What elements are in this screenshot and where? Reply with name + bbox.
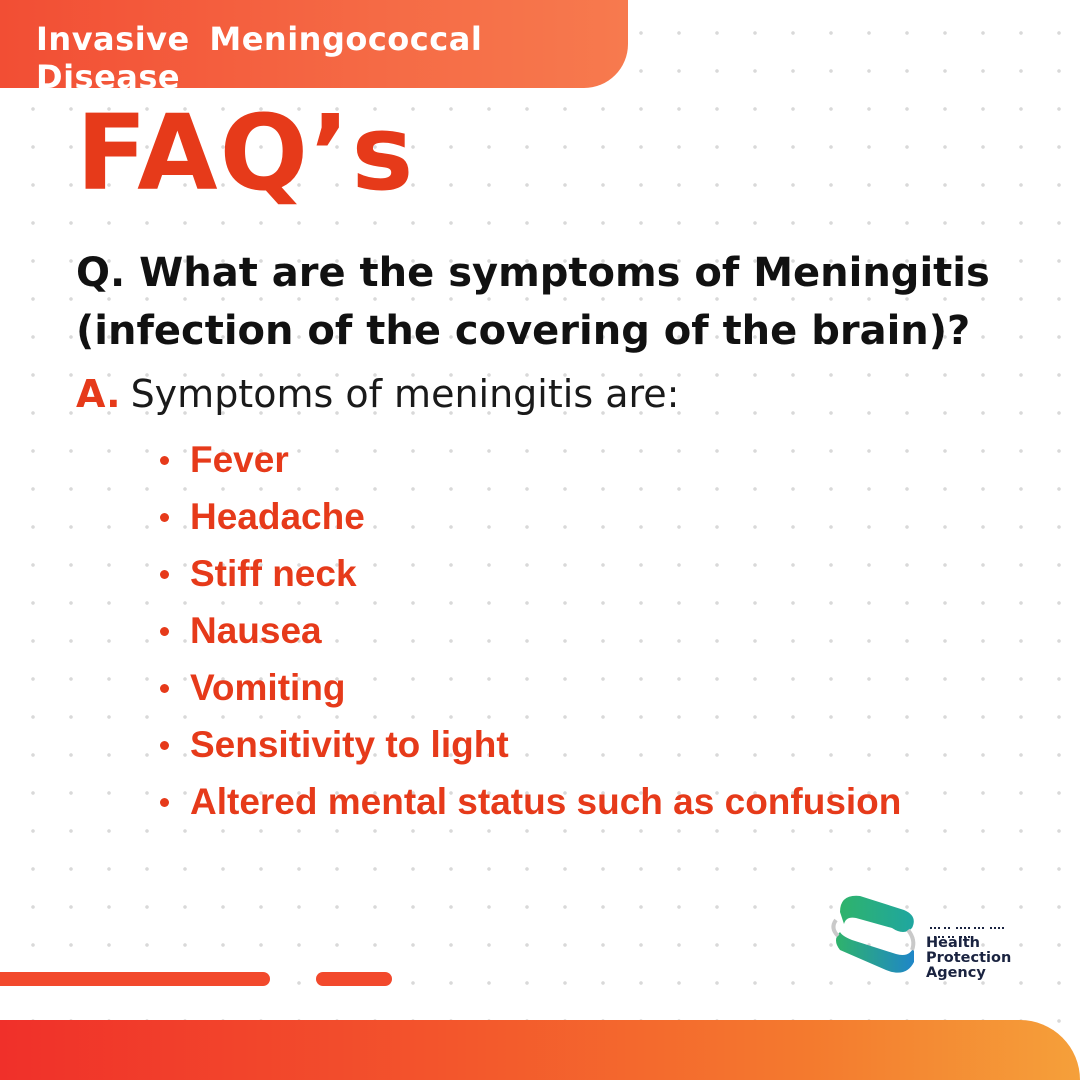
symptom-item (160, 436, 901, 493)
bullet-icon (160, 684, 169, 693)
answer-text: Symptoms of meningitis are: (130, 372, 680, 416)
top-banner (0, 0, 628, 96)
symptom-item (160, 607, 901, 664)
symptom-item (160, 493, 901, 550)
question-text: Q. What are the symptoms of Meningitis (infection of the covering of the brain)? (76, 250, 990, 354)
bullet-icon (160, 627, 169, 636)
agency-logo (826, 884, 1026, 994)
page-title: FAQ’s (76, 92, 416, 214)
health-protection-agency-logo-icon (826, 884, 922, 984)
symptom-label: Fever (190, 439, 289, 480)
decorative-bar-short (316, 972, 392, 986)
symptom-label: Nausea (190, 610, 322, 651)
symptom-label: Headache (190, 496, 365, 537)
symptom-item (160, 550, 901, 607)
agency-name-line3: Agency (926, 965, 986, 981)
symptom-label: Stiff neck (190, 553, 357, 594)
bullet-icon (160, 456, 169, 465)
bottom-band (0, 1020, 1080, 1080)
bullet-icon (160, 513, 169, 522)
decorative-bar (0, 972, 270, 986)
banner-title: Invasive Meningococcal Disease (36, 20, 483, 96)
answer-line (76, 372, 679, 416)
symptom-item (160, 778, 901, 835)
bullet-icon (160, 570, 169, 579)
bullet-icon (160, 798, 169, 807)
symptom-item (160, 664, 901, 721)
symptom-label: Sensitivity to light (190, 724, 509, 765)
symptom-label: Altered mental status such as confusion (190, 781, 902, 822)
answer-marker: A. (76, 372, 121, 416)
agency-name-line1: Health (926, 935, 980, 951)
agency-name-line2: Protection (926, 950, 1012, 966)
symptom-item (160, 721, 901, 778)
symptom-list (160, 436, 901, 835)
bullet-icon (160, 741, 169, 750)
agency-name (926, 936, 1011, 981)
symptom-label: Vomiting (190, 667, 346, 708)
